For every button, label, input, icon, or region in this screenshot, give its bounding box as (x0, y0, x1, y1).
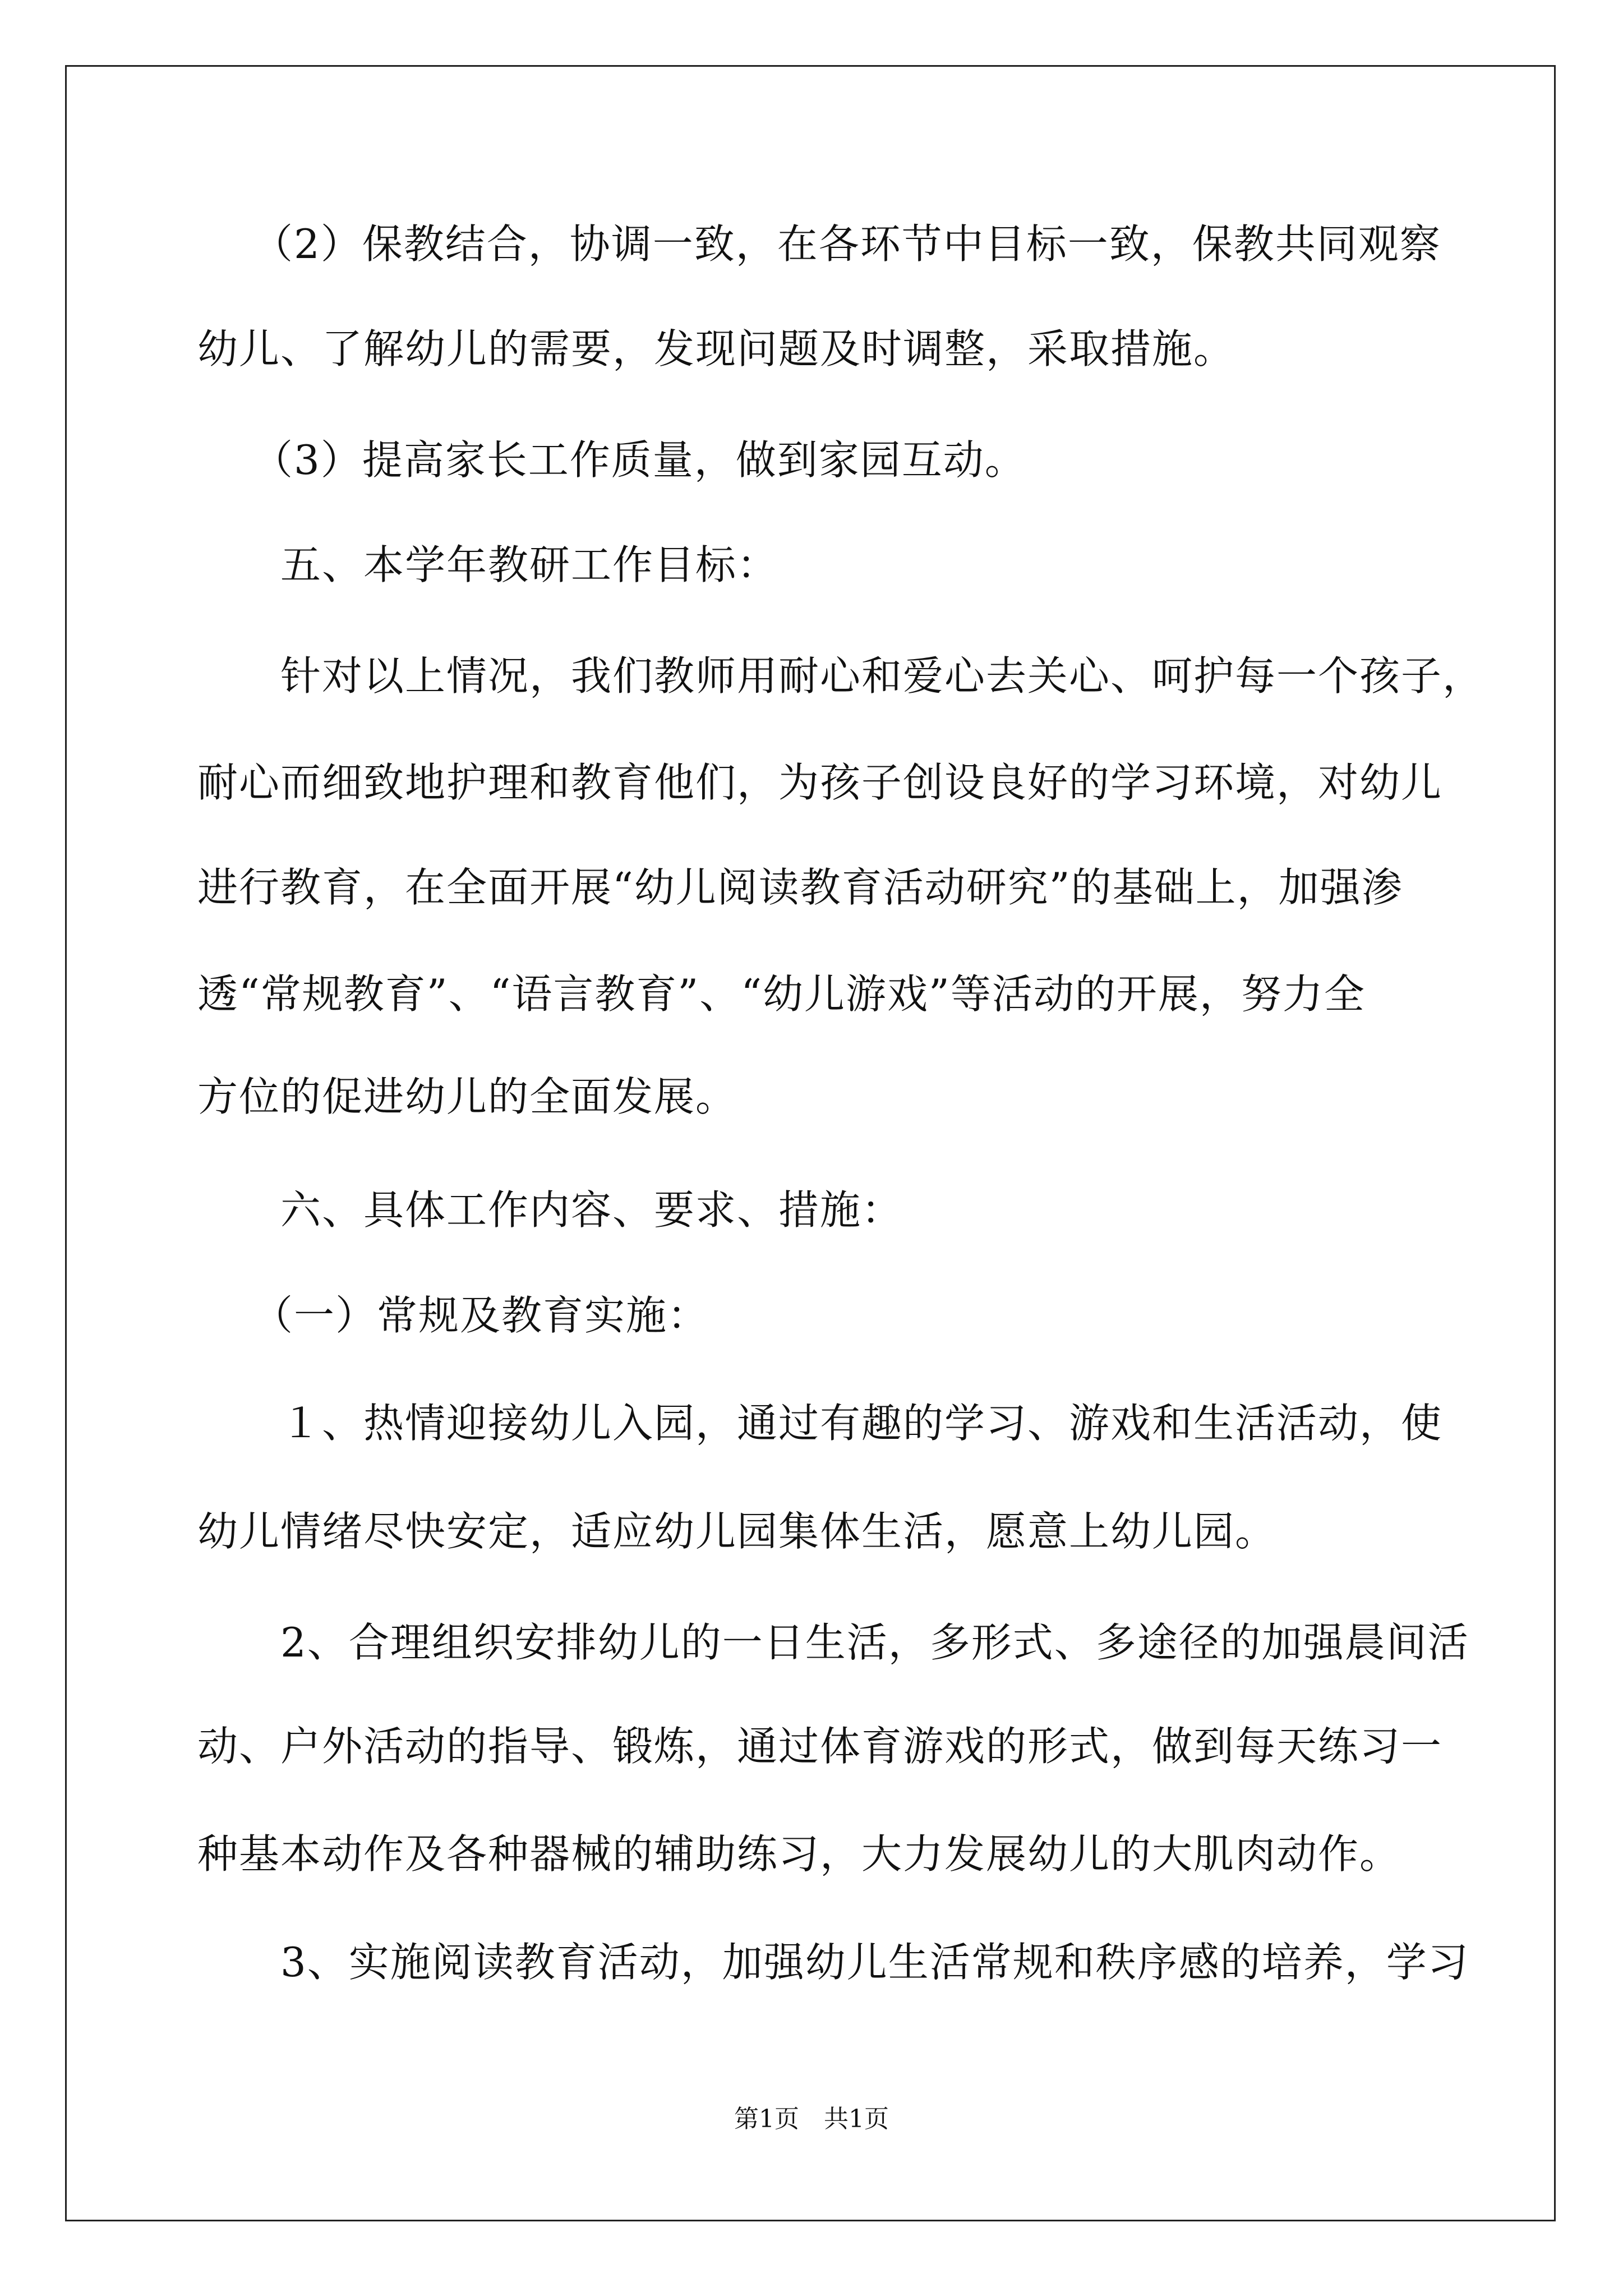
text-line: 动、户外活动的指导、锻炼，通过体育游戏的形式，做到每天练习一 (197, 1723, 1443, 1770)
text-line: 种基本动作及各种器械的辅助练习，大力发展幼儿的大肌肉动作。 (197, 1830, 1401, 1878)
subsection-heading: （一）常规及教育实施： (252, 1292, 709, 1339)
text-line: 针对以上情况，我们教师用耐心和爱心去关心、呵护每一个孩子， (280, 652, 1484, 700)
text-line: 耐心而细致地护理和教育他们，为孩子创设良好的学习环境，对幼儿 (197, 759, 1443, 806)
page-footer: 第1页 共1页 (734, 2105, 889, 2133)
text-line: （3）提高家长工作质量，做到家园互动。 (252, 436, 1026, 484)
text-line: 进行教育，在全面开展“幼儿阅读教育活动研究”的基础上，加强渗 (197, 864, 1403, 911)
text-line: １、热情迎接幼儿入园，通过有趣的学习、游戏和生活活动，使 (280, 1400, 1443, 1447)
text-line: （2）保教结合，协调一致，在各环节中目标一致，保教共同观察 (252, 220, 1441, 268)
text-line: 幼儿情绪尽快安定，适应幼儿园集体生活，愿意上幼儿园。 (197, 1508, 1277, 1555)
section-heading: 五、本学年教研工作目标： (280, 541, 779, 588)
text-line: 3、实施阅读教育活动，加强幼儿生活常规和秩序感的培养，学习 (280, 1939, 1469, 1986)
text-line: 2、合理组织安排幼儿的一日生活，多形式、多途径的加强晨间活 (280, 1619, 1469, 1666)
section-heading: 六、具体工作内容、要求、措施： (280, 1186, 903, 1234)
text-line: 幼儿、了解幼儿的需要，发现问题及时调整，采取措施。 (197, 325, 1235, 372)
text-line: 方位的促进幼儿的全面发展。 (197, 1073, 737, 1120)
page-border (65, 65, 1556, 2221)
text-line: 透“常规教育”、“语言教育”、“幼儿游戏”等活动的开展，努力全 (197, 970, 1366, 1018)
